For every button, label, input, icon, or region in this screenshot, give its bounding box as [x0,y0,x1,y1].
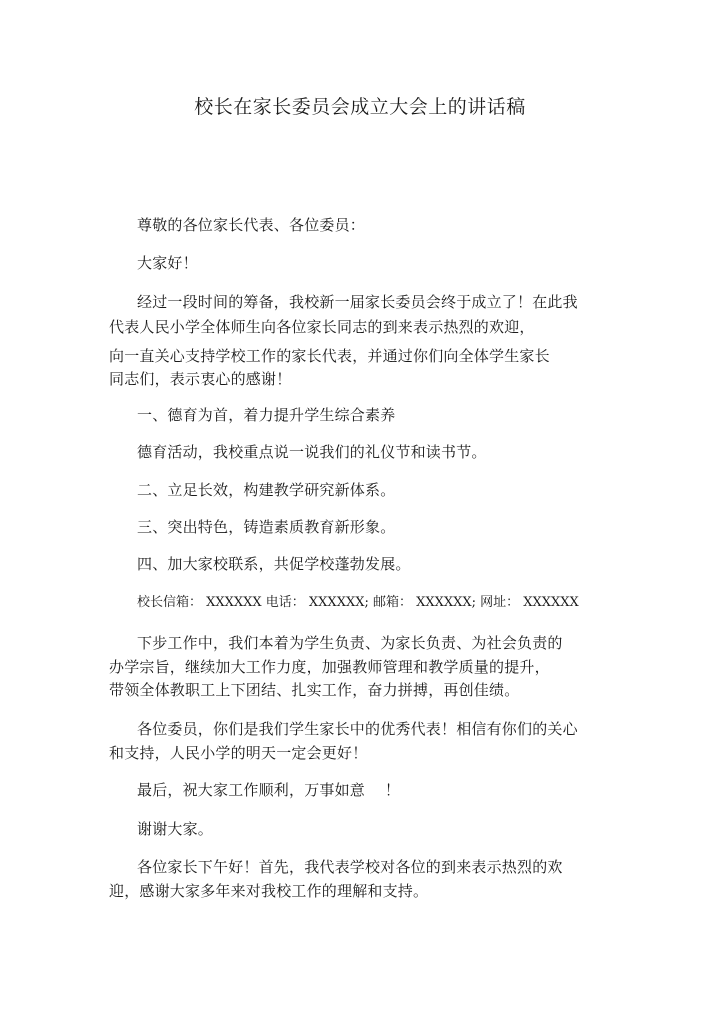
paragraph-line: 和支持，人民小学的明天一定会更好！ [109,744,368,762]
section-heading: 二、立足长效，构建教学研究新体系。 [137,481,396,499]
paragraph-line: 经过一段时间的筹备，我校新一届家长委员会终于成立了！在此我 [137,293,578,311]
paragraph-line: 各位家长下午好！首先，我代表学校对各位的到来表示热烈的欢 [137,858,563,876]
paragraph-line: 向一直关心支持学校工作的家长代表，并通过你们向全体学生家长 [109,347,550,365]
section-body: 德育活动，我校重点说一说我们的礼仪节和读书节。 [137,443,487,461]
salutation-line: 尊敬的各位家长代表、各位委员： [137,216,366,234]
closing-wish-line: 最后，祝大家工作顺利，万事如意 ！ [137,781,401,799]
paragraph-line: 各位委员，你们是我们学生家长中的优秀代表！相信有你们的关心 [137,720,578,738]
paragraph-line: 下步工作中，我们本着为学生负责、为家长负责、为社会负责的 [137,634,563,652]
contact-line: 校长信箱： XXXXXX 电话： XXXXXX; 邮箱： XXXXXX; 网址： XXXXXX [137,595,579,610]
section-heading: 一、德育为首，着力提升学生综合素养 [137,406,396,424]
document-title: 校长在家长委员会成立大会上的讲话稿 [194,96,526,118]
section-heading: 三、突出特色，铸造素质教育新形象。 [137,518,396,536]
paragraph-line: 办学宗旨，继续加大工作力度，加强教师管理和教学质量的提升， [109,658,550,676]
paragraph-line: 带领全体教职工上下团结、扎实工作，奋力拼搏，再创佳绩。 [109,681,520,699]
paragraph-line: 迎，感谢大家多年来对我校工作的理解和支持。 [109,882,429,900]
paragraph-line: 代表人民小学全体师生向各位家长同志的到来表示热烈的欢迎， [109,318,535,336]
thanks-line: 谢谢大家。 [137,820,214,838]
greeting-line: 大家好！ [137,254,198,272]
paragraph-line: 同志们，表示衷心的感谢！ [109,370,292,388]
section-heading: 四、加大家校联系，共促学校蓬勃发展。 [137,555,411,573]
